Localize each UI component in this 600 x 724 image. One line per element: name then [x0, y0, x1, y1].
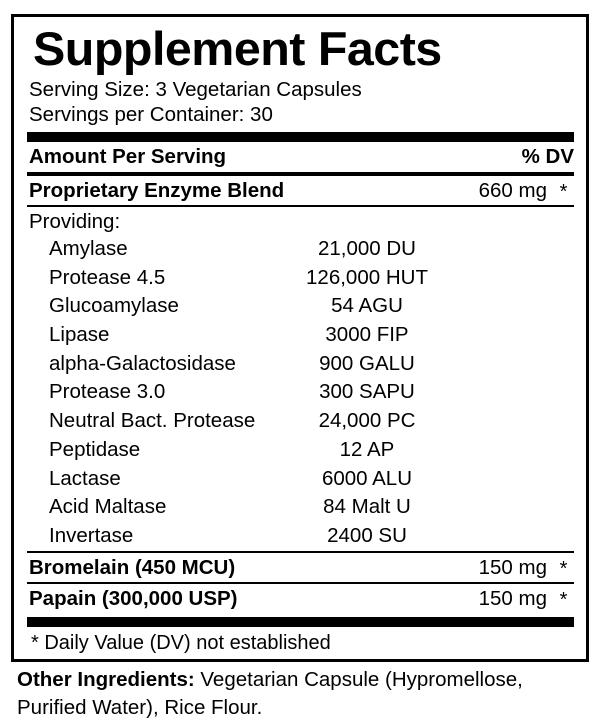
enzyme-name: Invertase — [49, 523, 134, 547]
bromelain-name: Bromelain (450 MCU) — [29, 555, 236, 579]
enzyme-amount: 126,000 HUT — [306, 265, 428, 289]
rule-thick-bottom — [27, 617, 574, 627]
list-item — [27, 321, 574, 350]
enzyme-name: Protease 4.5 — [49, 265, 166, 289]
list-item — [27, 235, 574, 264]
amount-per-serving-label: Amount Per Serving — [29, 145, 227, 168]
list-item — [27, 407, 574, 436]
proprietary-blend-row — [27, 176, 574, 205]
bromelain-dv: * — [559, 557, 568, 580]
enzyme-amount: 12 AP — [339, 437, 395, 461]
servings-per-container-line: Servings per Container: 30 — [29, 103, 273, 126]
enzyme-amount: 24,000 PC — [318, 409, 416, 433]
enzyme-amount: 300 SAPU — [319, 380, 415, 404]
enzyme-amount: 3000 FIP — [325, 323, 409, 347]
enzyme-name: Peptidase — [49, 437, 141, 461]
list-item — [27, 350, 574, 379]
list-item — [27, 292, 574, 321]
enzyme-amount: 84 Malt U — [323, 495, 411, 519]
enzyme-amount: 54 AGU — [331, 294, 403, 318]
enzyme-name: alpha-Galactosidase — [49, 351, 236, 375]
enzyme-name: Lipase — [49, 323, 110, 347]
supplement-facts-panel — [11, 14, 589, 662]
enzyme-amount: 21,000 DU — [317, 237, 416, 260]
enzyme-name: Lactase — [49, 466, 121, 490]
list-item — [27, 522, 574, 551]
enzyme-amount: 2400 SU — [327, 523, 407, 547]
other-ingredients-text: Vegetarian Capsule (Hypromellose, Purified Water), Rice Flour. — [17, 668, 523, 719]
enzyme-name: Acid Maltase — [49, 495, 167, 519]
enzyme-amount: 900 GALU — [319, 351, 415, 375]
enzyme-amount: 6000 ALU — [321, 466, 413, 490]
papain-dv: * — [559, 588, 568, 611]
list-item — [27, 378, 574, 407]
list-item — [27, 436, 574, 465]
bromelain-amount: 150 mg — [478, 555, 547, 579]
bromelain-row — [27, 553, 574, 582]
enzyme-name: Neutral Bact. Protease — [49, 409, 256, 433]
rule-thick-top — [27, 132, 574, 142]
list-item — [27, 465, 574, 494]
percent-dv-label: % DV — [521, 145, 574, 168]
enzyme-name: Amylase — [49, 237, 128, 260]
other-ingredients-heading: Other Ingredients: — [17, 668, 195, 691]
list-item — [27, 264, 574, 293]
proprietary-blend-name: Proprietary Enzyme Blend — [29, 179, 285, 202]
papain-name: Papain (300,000 USP) — [29, 586, 238, 610]
enzyme-list — [27, 235, 574, 551]
list-item — [27, 493, 574, 522]
other-ingredients-block — [17, 666, 585, 722]
proprietary-blend-amount: 660 mg — [478, 179, 547, 202]
papain-row — [27, 584, 574, 613]
serving-size-line: Serving Size: 3 Vegetarian Capsules — [29, 78, 362, 101]
page-title: Supplement Facts — [33, 22, 442, 75]
amount-per-serving-header — [27, 142, 574, 172]
proprietary-blend-dv: * — [559, 181, 568, 203]
enzyme-name: Glucoamylase — [49, 294, 179, 318]
panel-inner — [14, 23, 586, 659]
enzyme-name: Protease 3.0 — [49, 380, 166, 404]
daily-value-footnote: * Daily Value (DV) not established — [31, 631, 331, 654]
providing-label: Providing: — [29, 210, 121, 233]
papain-amount: 150 mg — [478, 586, 547, 610]
